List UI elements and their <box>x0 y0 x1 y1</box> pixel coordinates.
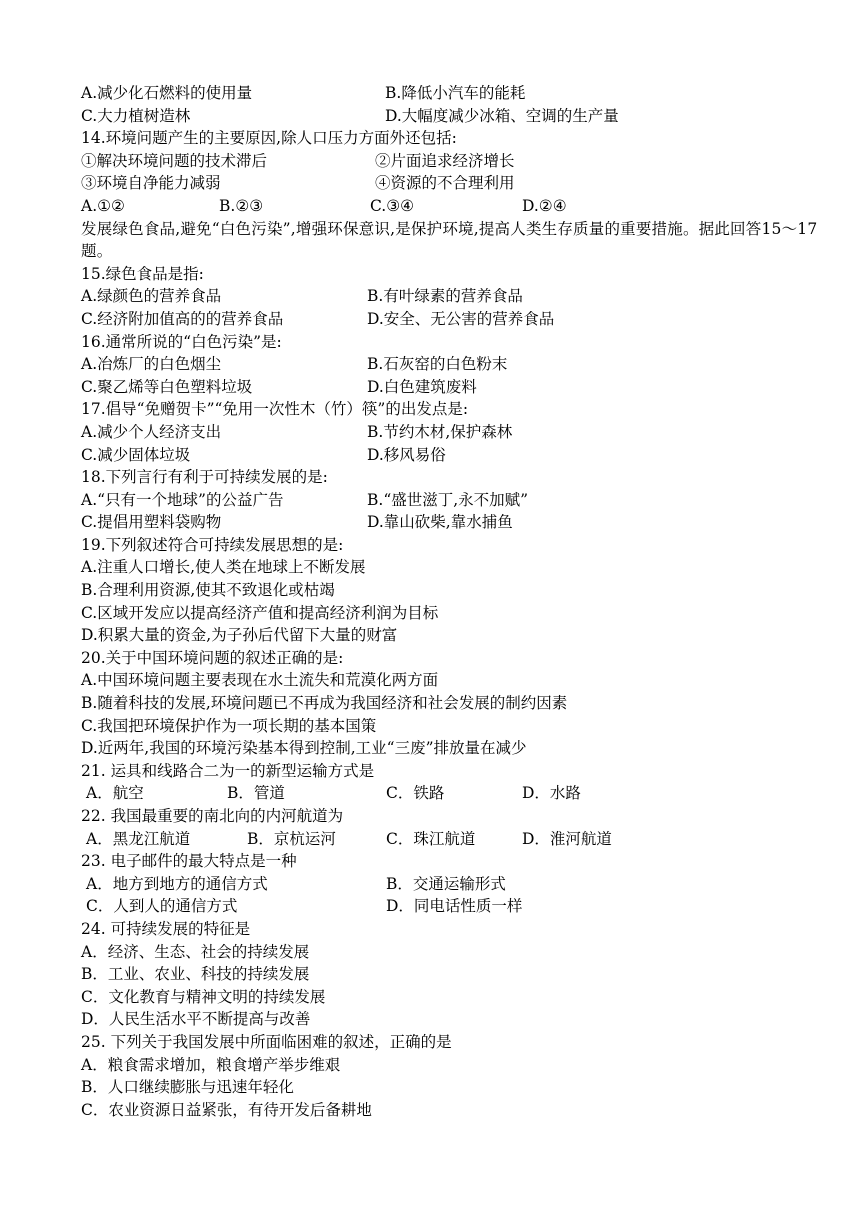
q13-option-a: A.减少化石燃料的使用量 <box>81 84 253 102</box>
q13-option-d: D.大幅度减少冰箱、空调的生产量 <box>385 106 619 125</box>
q17-option-b: B.节约木材,保护森林 <box>367 422 513 441</box>
q15-options-row1 <box>81 285 826 308</box>
q22-options <box>81 828 826 851</box>
q21-stem: 21. 运具和线路合二为一的新型运输方式是 <box>81 761 375 780</box>
q18-option-b: B.“盛世滋丁,永不加赋” <box>367 490 529 509</box>
q23-options-row1 <box>81 873 826 896</box>
q18-option-c: C.提倡用塑料袋购物 <box>81 513 222 532</box>
q14-statement-1: ①解决环境问题的技术滞后 <box>81 151 268 170</box>
q24-option-a: A．经济、生态、社会的持续发展 <box>81 942 310 961</box>
q14-options <box>81 195 826 218</box>
q13-option-b: B.降低小汽车的能耗 <box>385 84 526 102</box>
q14-statement-3: ③环境自净能力减弱 <box>81 174 221 193</box>
q20-stem: 20.关于中国环境问题的叙述正确的是: <box>81 648 344 667</box>
q17-option-a: A.减少个人经济支出 <box>81 422 222 441</box>
q21-option-c: C．铁路 <box>386 784 445 803</box>
q18-option-a: A.“只有一个地球”的公益广告 <box>81 490 284 509</box>
q23-stem: 23. 电子邮件的最大特点是一种 <box>81 852 297 871</box>
q16-options-row2 <box>81 376 826 399</box>
q23-option-b: B．交通运输形式 <box>386 874 506 893</box>
q24-option-b: B．工业、农业、科技的持续发展 <box>81 965 310 984</box>
q17-option-d: D.移风易俗 <box>367 445 446 464</box>
q14-statement-2: ②片面追求经济增长 <box>375 151 515 170</box>
q17-stem: 17.倡导“免赠贺卡”“免用一次性木（竹）筷”的出发点是: <box>81 400 469 419</box>
q25-option-c: C．农业资源日益紧张，有待开发后备耕地 <box>81 1100 372 1119</box>
q15-option-d: D.安全、无公害的营养食品 <box>367 309 555 328</box>
q15-option-c: C.经济附加值高的的营养食品 <box>81 309 284 328</box>
q21-options <box>81 782 826 805</box>
q16-option-d: D.白色建筑废料 <box>367 377 477 396</box>
q14-option-b: B.②③ <box>219 196 264 215</box>
q16-stem: 16.通常所说的“白色污染”是: <box>81 332 282 351</box>
q14-statements-row2 <box>81 172 826 195</box>
q13-options-row1 <box>81 82 826 105</box>
q19-option-b: B.合理利用资源,使其不致退化或枯竭 <box>81 581 335 600</box>
q21-option-b: B．管道 <box>227 784 285 803</box>
q25-option-a: A．粮食需求增加，粮食增产举步维艰 <box>81 1055 341 1074</box>
q24-option-c: C．文化教育与精神文明的持续发展 <box>81 987 326 1006</box>
q25-stem: 25. 下列关于我国发展中所面临困难的叙述，正确的是 <box>81 1032 452 1051</box>
q23-option-a: A．地方到地方的通信方式 <box>86 874 268 893</box>
q21-option-a: A．航空 <box>86 784 144 803</box>
exam-page <box>81 82 826 1121</box>
q14-option-c: C.③④ <box>370 196 415 215</box>
q17-option-c: C.减少固体垃圾 <box>81 445 191 464</box>
q24-option-d: D．人民生活水平不断提高与改善 <box>81 1010 311 1029</box>
q17-options-row2 <box>81 444 826 467</box>
q21-option-d: D．水路 <box>522 784 581 803</box>
q18-options-row1 <box>81 489 826 512</box>
q15-options-row2 <box>81 308 826 331</box>
q14-statement-4: ④资源的不合理利用 <box>375 174 515 193</box>
q22-option-a: A．黑龙江航道 <box>86 829 191 848</box>
q18-option-d: D.靠山砍柴,靠水捕鱼 <box>367 513 513 532</box>
q23-option-c: C．人到人的通信方式 <box>86 897 238 916</box>
q22-option-c: C．珠江航道 <box>386 829 476 848</box>
q15-stem: 15.绿色食品是指: <box>81 264 204 283</box>
q19-option-a: A.注重人口增长,使人类在地球上不断发展 <box>81 558 366 577</box>
q17-options-row1 <box>81 421 826 444</box>
q14-statements-row1 <box>81 150 826 173</box>
q16-option-b: B.石灰窑的白色粉末 <box>367 355 508 374</box>
q16-option-c: C.聚乙烯等白色塑料垃圾 <box>81 377 253 396</box>
q13-options-row2 <box>81 105 826 128</box>
q18-stem: 18.下列言行有利于可持续发展的是: <box>81 468 328 487</box>
q22-option-b: B．京杭运河 <box>247 829 336 848</box>
passage-intro: 发展绿色食品,避免“白色污染”,增强环保意识,是保护环境,提高人类生存质量的重要措施。据此回答15～17题。 <box>81 219 818 261</box>
q14-option-d: D.②④ <box>522 196 567 215</box>
q25-option-b: B．人口继续膨胀与迅速年轻化 <box>81 1078 294 1097</box>
q22-stem: 22. 我国最重要的南北向的内河航道为 <box>81 807 344 825</box>
q14-option-a: A.①② <box>81 196 125 215</box>
q20-option-a: A.中国环境问题主要表现在水土流失和荒漠化两方面 <box>81 671 439 690</box>
q15-option-a: A.绿颜色的营养食品 <box>81 287 222 306</box>
q20-option-d: D.近两年,我国的环境污染基本得到控制,工业“三废”排放量在减少 <box>81 739 527 758</box>
q16-options-row1 <box>81 353 826 376</box>
q19-option-c: C.区域开发应以提高经济产值和提高经济利润为目标 <box>81 603 439 622</box>
q13-option-c: C.大力植树造林 <box>81 106 191 125</box>
q15-option-b: B.有叶绿素的营养食品 <box>367 287 523 306</box>
q23-options-row2 <box>81 895 826 918</box>
q20-option-b: B.随着科技的发展,环境问题已不再成为我国经济和社会发展的制约因素 <box>81 694 568 713</box>
q16-option-a: A.冶炼厂的白色烟尘 <box>81 355 222 374</box>
q24-stem: 24. 可持续发展的特征是 <box>81 919 251 938</box>
q20-option-c: C.我国把环境保护作为一项长期的基本国策 <box>81 716 377 735</box>
q22-option-d: D．淮河航道 <box>522 829 612 848</box>
q14-stem: 14.环境问题产生的主要原因,除人口压力方面外还包括: <box>81 129 457 148</box>
q19-stem: 19.下列叙述符合可持续发展思想的是: <box>81 535 344 554</box>
q19-option-d: D.积累大量的资金,为子孙后代留下大量的财富 <box>81 626 398 645</box>
q18-options-row2 <box>81 511 826 534</box>
q23-option-d: D．同电话性质一样 <box>386 897 523 916</box>
